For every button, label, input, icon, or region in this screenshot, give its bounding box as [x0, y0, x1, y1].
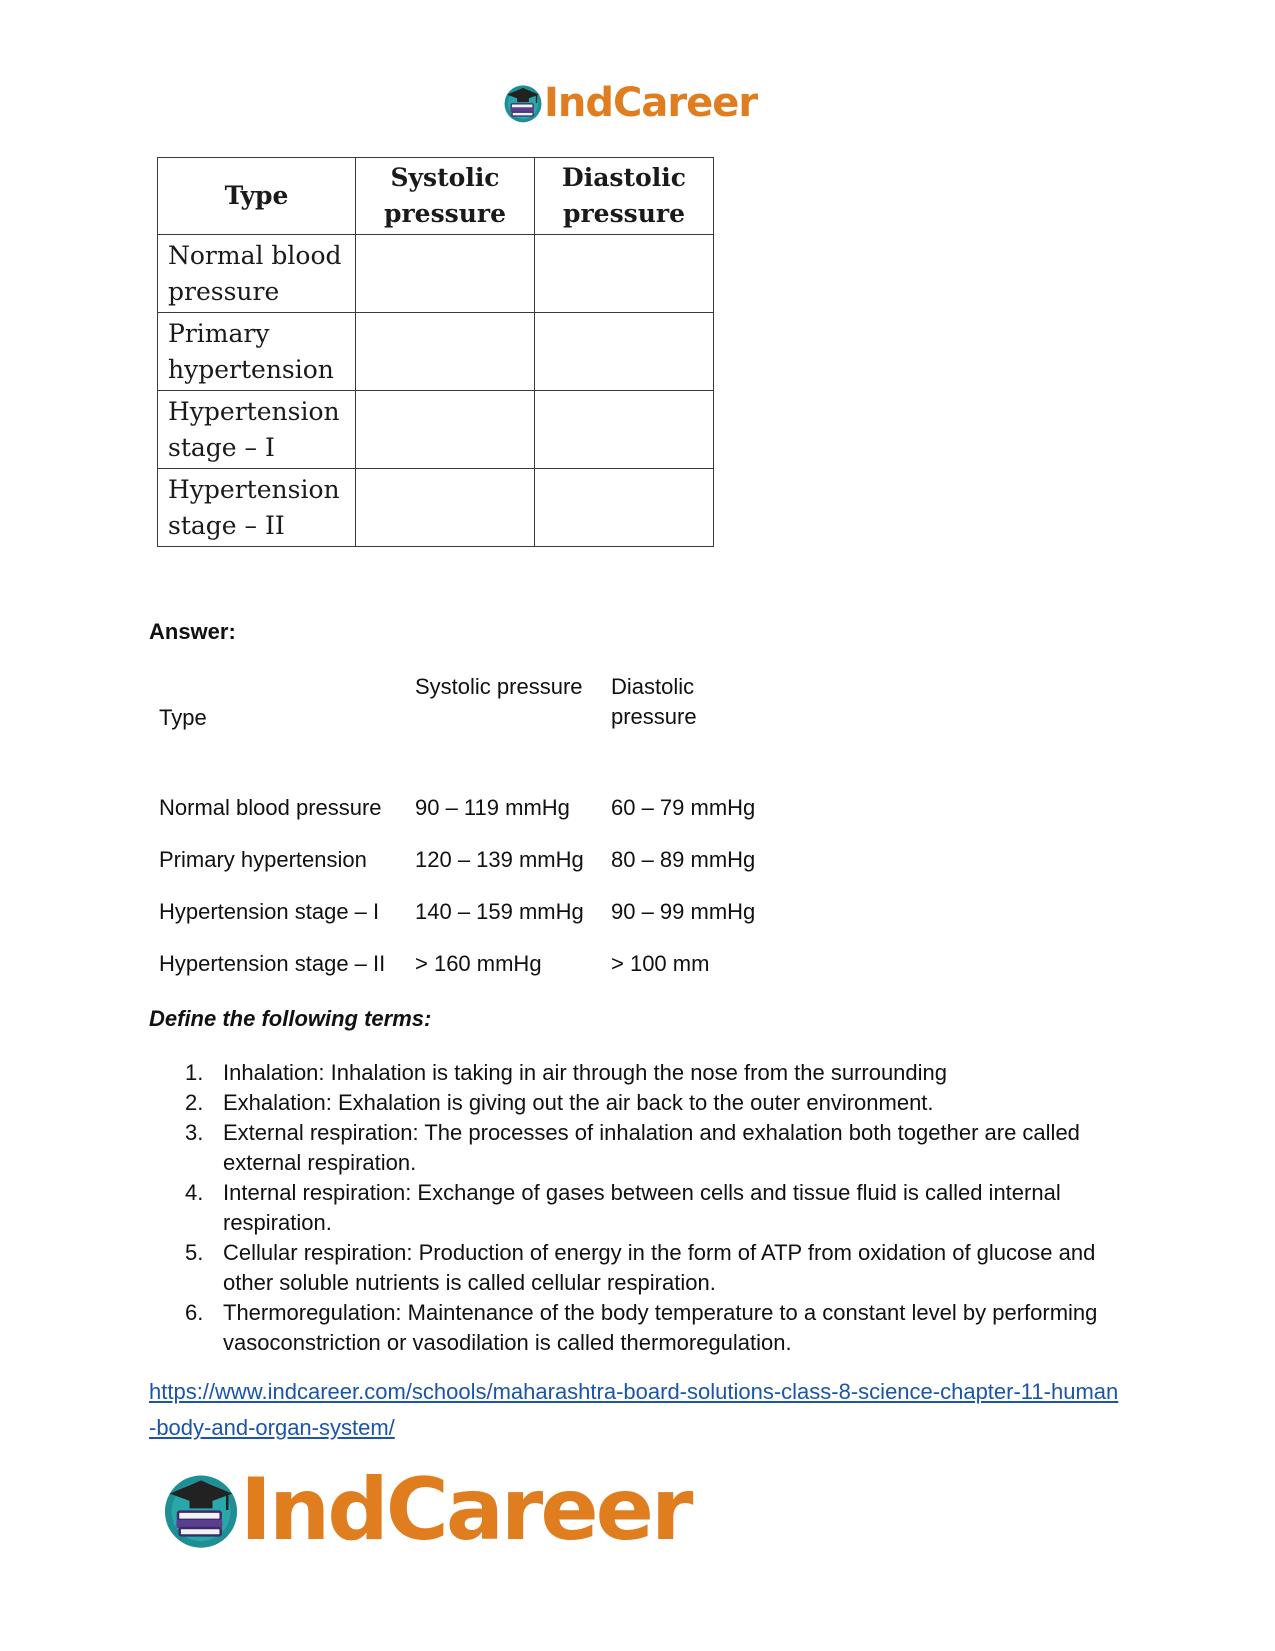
systolic-cell	[356, 313, 535, 391]
header-type: Type	[159, 705, 207, 730]
list-number: 3.	[185, 1120, 204, 1145]
table-row	[158, 391, 714, 469]
systolic-cell	[356, 469, 535, 547]
table-row	[149, 938, 791, 990]
list-item-text: Thermoregulation: Maintenance of the body temperature to a constant level by performing vasoconstriction or vasodilation is called thermoregulation.	[223, 1300, 1098, 1355]
list-item-text: Internal respiration: Exchange of gases between cells and tissue fluid is called internal respiration.	[223, 1180, 1061, 1235]
type-cell: Primary hypertension	[158, 313, 356, 391]
graduation-cap-books-icon	[160, 1469, 242, 1551]
list-number: 2.	[185, 1090, 204, 1115]
list-number: 6.	[185, 1300, 204, 1325]
table-row	[149, 782, 791, 834]
brand-name: IndCareer	[240, 1460, 691, 1560]
type-cell: Hypertension stage – II	[158, 469, 356, 547]
type-cell: Primary hypertension	[159, 847, 367, 872]
source-link[interactable]: https://www.indcareer.com/schools/maharashtra-board-solutions-class-8-science-chapter-11-human-body-and-organ-system/	[149, 1379, 1119, 1440]
systolic-cell: 140 – 159 mmHg	[415, 899, 584, 924]
diastolic-cell	[535, 469, 714, 547]
list-item-text: Exhalation: Exhalation is giving out the air back to the outer environment.	[223, 1090, 934, 1115]
diastolic-cell: 90 – 99 mmHg	[611, 899, 756, 924]
systolic-cell	[356, 391, 535, 469]
question-table-header	[158, 158, 714, 235]
systolic-cell: > 160 mmHg	[415, 951, 542, 976]
type-cell: Hypertension stage – I	[159, 899, 380, 924]
list-item	[149, 1058, 1119, 1088]
list-item	[149, 1298, 1119, 1358]
table-row	[158, 235, 714, 313]
question-table	[157, 157, 714, 547]
list-item	[149, 1088, 1119, 1118]
type-cell: Normal blood pressure	[159, 795, 382, 820]
list-number: 1.	[185, 1060, 204, 1085]
list-item	[149, 1118, 1119, 1178]
systolic-cell	[356, 235, 535, 313]
list-item	[149, 1178, 1119, 1238]
list-item-text: Cellular respiration: Production of energy in the form of ATP from oxidation of glucose and other soluble nutrients is called cellular respiration.	[223, 1240, 1096, 1295]
header-systolic: Systolic pressure	[415, 674, 583, 699]
diastolic-cell: > 100 mm	[611, 951, 710, 976]
list-item	[149, 1238, 1119, 1298]
list-item-text: External respiration: The processes of inhalation and exhalation both together are called external respiration.	[223, 1120, 1080, 1175]
type-cell: Hypertension stage – II	[159, 951, 386, 976]
define-heading: Define the following terms:	[149, 1006, 432, 1031]
list-item-text: Inhalation: Inhalation is taking in air through the nose from the surrounding	[223, 1060, 948, 1085]
systolic-cell: 120 – 139 mmHg	[415, 847, 584, 872]
diastolic-cell: 80 – 89 mmHg	[611, 847, 756, 872]
header-diastolic: Diastolic pressure	[611, 674, 697, 729]
answer-table	[149, 672, 791, 990]
header-diastolic: Diastolic pressure	[535, 158, 714, 235]
systolic-cell: 90 – 119 mmHg	[415, 795, 570, 820]
diastolic-cell: 60 – 79 mmHg	[611, 795, 756, 820]
type-cell: Normal blood pressure	[158, 235, 356, 313]
brand-name: IndCareer	[544, 80, 758, 126]
indcareer-logo-bottom	[160, 1460, 691, 1560]
diastolic-cell	[535, 235, 714, 313]
table-row	[158, 313, 714, 391]
type-cell: Hypertension stage – I	[158, 391, 356, 469]
answer-label: Answer:	[149, 619, 236, 644]
answer-table-header	[149, 672, 791, 782]
terms-list	[149, 1058, 1119, 1358]
list-number: 5.	[185, 1240, 204, 1265]
diastolic-cell	[535, 313, 714, 391]
table-row	[149, 834, 791, 886]
table-row	[158, 469, 714, 547]
table-row	[149, 886, 791, 938]
diastolic-cell	[535, 391, 714, 469]
indcareer-logo-top	[502, 80, 757, 126]
header-systolic: Systolic pressure	[356, 158, 535, 235]
list-number: 4.	[185, 1180, 204, 1205]
header-type: Type	[158, 158, 356, 235]
graduation-cap-books-icon	[502, 82, 544, 124]
